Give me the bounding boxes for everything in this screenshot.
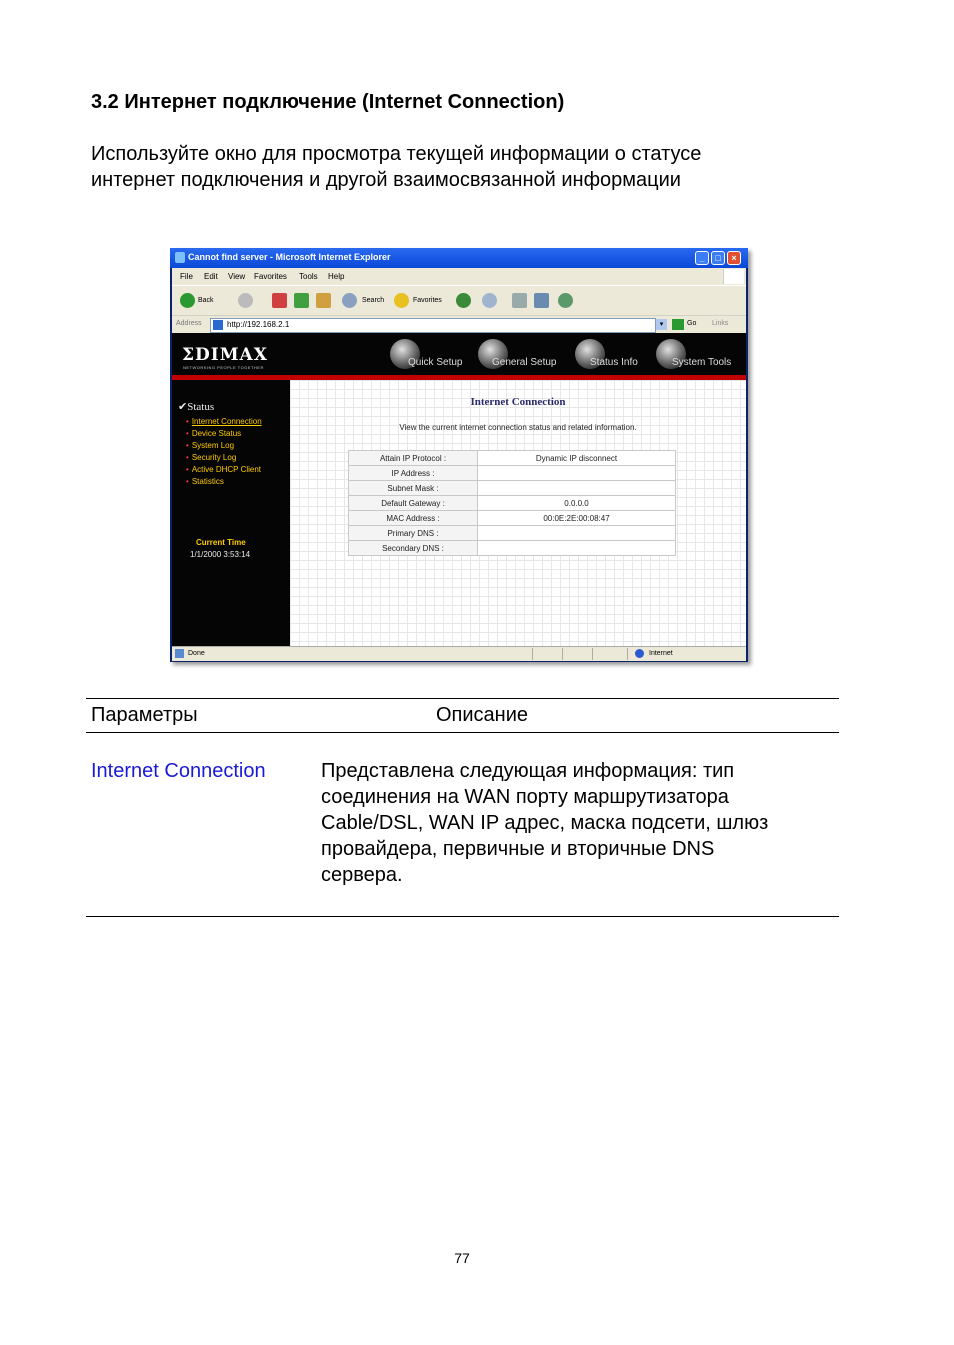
chevron-down-icon[interactable]: ▾ — [656, 319, 667, 330]
current-time-label: Current Time — [196, 538, 246, 547]
favorites-star-icon[interactable] — [394, 293, 409, 308]
table-row: IP Address : — [349, 466, 676, 481]
back-arrow-icon[interactable] — [180, 293, 195, 308]
edimax-logo: ΣDIMAX — [182, 345, 268, 365]
maximize-icon[interactable]: □ — [711, 251, 725, 265]
status-done: Done — [188, 650, 205, 657]
ie-icon — [175, 252, 185, 263]
router-header — [172, 333, 746, 375]
browser-toolbar — [172, 285, 746, 316]
address-value: http://192.168.2.1 — [227, 320, 290, 329]
bullet-icon: • — [186, 465, 189, 474]
nav-system-tools[interactable]: System Tools — [672, 357, 732, 368]
column-header-params: Параметры — [91, 704, 198, 726]
check-icon: ✔ — [178, 401, 188, 413]
bullet-icon: • — [186, 429, 189, 438]
sidebar-item-security-log[interactable]: • Security Log — [186, 453, 237, 462]
param-internet-connection-link[interactable]: Internet Connection — [91, 760, 266, 782]
menu-view[interactable]: View — [228, 272, 246, 281]
page-done-icon — [175, 649, 184, 658]
sidebar-item-device-status[interactable]: • Device Status — [186, 429, 242, 438]
router-web-page — [172, 333, 746, 646]
print-icon[interactable] — [512, 293, 527, 308]
status-divider — [592, 648, 593, 660]
window-title: Cannot find server - Microsoft Internet Explorer — [188, 252, 391, 262]
table-row: Primary DNS : — [349, 526, 676, 541]
menu-file[interactable]: File — [180, 272, 193, 281]
content-description: View the current internet connection status and related information. — [399, 423, 637, 432]
menu-bar — [172, 268, 746, 285]
param-description-line-2: соединения на WAN порту маршрутизатора — [321, 786, 729, 808]
refresh-icon[interactable] — [294, 293, 309, 308]
windows-logo-icon — [723, 269, 744, 284]
router-content — [290, 380, 746, 646]
menu-help[interactable]: Help — [328, 272, 345, 281]
connection-info-table — [348, 450, 676, 556]
favorites-label[interactable]: Favorites — [413, 297, 442, 304]
table-row: Attain IP Protocol : Dynamic IP disconnect — [349, 451, 676, 466]
status-zone: Internet — [649, 650, 673, 657]
sidebar-item-internet-connection[interactable]: • Internet Connection — [186, 417, 262, 426]
table-top-rule — [86, 698, 839, 699]
status-divider — [562, 648, 563, 660]
address-input[interactable] — [210, 318, 656, 333]
param-description-line-4: провайдера, первичные и вторичные DNS — [321, 838, 715, 860]
internet-globe-icon — [635, 649, 644, 658]
nav-status-info[interactable]: Status Info — [590, 357, 638, 368]
address-bar — [172, 315, 746, 334]
sidebar-section-status[interactable] — [178, 400, 214, 413]
table-row: Subnet Mask : — [349, 481, 676, 496]
stop-icon[interactable] — [272, 293, 287, 308]
param-description-line-1: Представлена следующая информация: тип — [321, 760, 735, 782]
menu-tools[interactable]: Tools — [299, 272, 318, 281]
nav-general-setup[interactable]: General Setup — [492, 357, 557, 368]
go-arrow-icon[interactable] — [672, 319, 684, 330]
menu-edit[interactable]: Edit — [204, 272, 218, 281]
sidebar-item-statistics[interactable]: • Statistics — [186, 477, 224, 486]
edimax-tagline: NETWORKING PEOPLE TOGETHER — [183, 365, 264, 370]
param-description-line-3: Cable/DSL, WAN IP адрес, маска подсети, шлюз — [321, 812, 769, 834]
messenger-icon[interactable] — [558, 293, 573, 308]
status-divider — [627, 648, 628, 660]
search-icon[interactable] — [342, 293, 357, 308]
address-label: Address — [176, 320, 202, 327]
bullet-icon: • — [186, 417, 189, 426]
table-row: Secondary DNS : — [349, 541, 676, 556]
links-label[interactable]: Links — [712, 320, 729, 327]
bullet-icon: • — [186, 453, 189, 462]
sidebar-item-active-dhcp-client[interactable]: • Active DHCP Client — [186, 465, 262, 474]
table-header-rule — [86, 732, 839, 733]
page-number: 77 — [454, 1250, 470, 1266]
edit-icon[interactable] — [534, 293, 549, 308]
back-label[interactable]: Back — [198, 297, 214, 304]
param-description-line-5: сервера. — [321, 864, 403, 886]
sidebar-section-label: Status — [187, 401, 215, 413]
home-icon[interactable] — [316, 293, 331, 308]
table-row: Default Gateway : 0.0.0.0 — [349, 496, 676, 511]
bullet-icon: • — [186, 477, 189, 486]
browser-title-bar — [170, 248, 748, 268]
close-icon[interactable]: × — [727, 251, 741, 265]
section-heading: 3.2 Интернет подключение (Internet Connection) — [91, 91, 565, 113]
status-divider — [532, 648, 533, 660]
mail-icon[interactable] — [482, 293, 497, 308]
bullet-icon: • — [186, 441, 189, 450]
search-label[interactable]: Search — [362, 297, 385, 304]
nav-quick-setup[interactable]: Quick Setup — [408, 357, 463, 368]
browser-status-bar — [172, 646, 746, 661]
table-bottom-rule — [86, 916, 839, 917]
content-title: Internet Connection — [470, 396, 566, 408]
current-time-value: 1/1/2000 3:53:14 — [190, 550, 251, 559]
forward-arrow-icon[interactable] — [238, 293, 253, 308]
menu-favorites[interactable]: Favorites — [254, 272, 287, 281]
page-icon — [213, 320, 223, 330]
sidebar-item-system-log[interactable]: • System Log — [186, 441, 235, 450]
table-row: MAC Address : 00:0E:2E:00:08:47 — [349, 511, 676, 526]
go-button[interactable]: Go — [687, 320, 697, 327]
browser-screenshot — [170, 248, 748, 662]
router-sidebar — [172, 380, 290, 646]
intro-line-2: интернет подключения и другой взаимосвязанной информации — [91, 169, 681, 191]
intro-line-1: Используйте окно для просмотра текущей информации о статусе — [91, 143, 702, 165]
column-header-description: Описание — [436, 704, 529, 726]
minimize-icon[interactable]: _ — [695, 251, 709, 265]
history-icon[interactable] — [456, 293, 471, 308]
